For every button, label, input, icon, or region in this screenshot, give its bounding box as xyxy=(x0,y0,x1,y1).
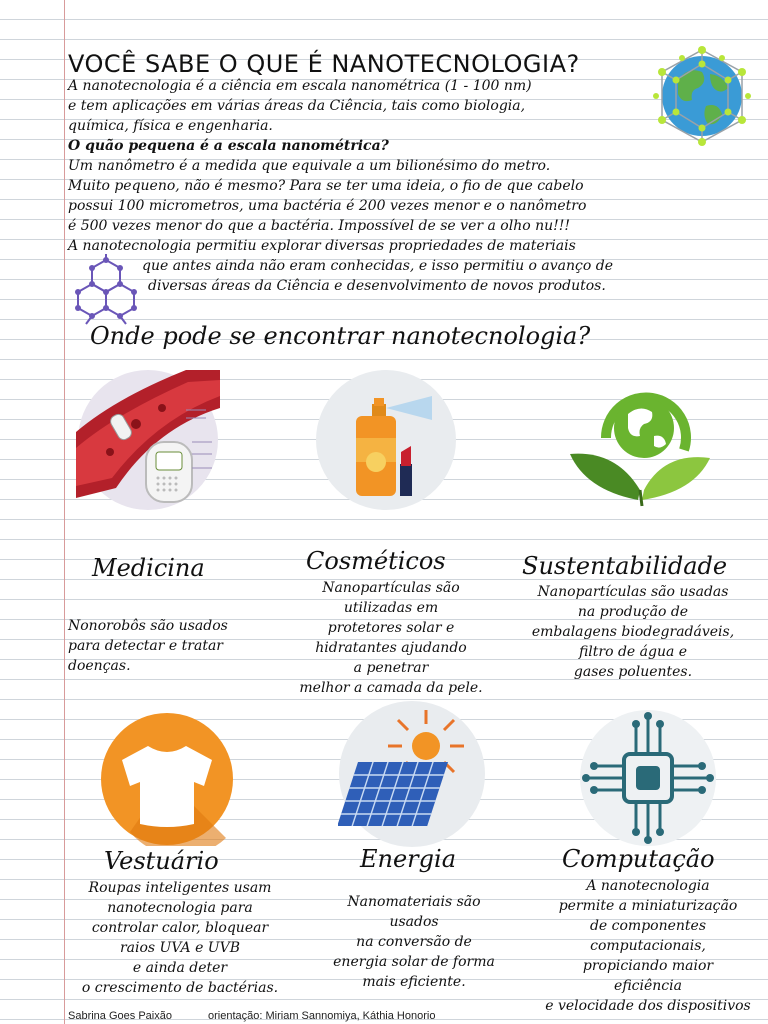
category-title: Cosméticos xyxy=(306,547,446,575)
category-description: A nanotecnologia permite a miniaturização de componentes computacionais, propiciando maior eficiência e velocidade dos dispositivos xyxy=(545,878,751,1014)
scale-line: possui 100 micrometros, uma bactéria é 200 vezes menor e o nanômetro xyxy=(68,198,587,214)
scale-line: Um nanômetro é a medida que equivale a um bilionésimo do metro. xyxy=(68,158,551,174)
indented-line: diversas áreas da Ciência e desenvolvimento de novos produtos. xyxy=(148,278,606,294)
solar-panel-icon xyxy=(338,700,486,848)
molecule-icon xyxy=(72,254,140,328)
indented-line: que antes ainda não eram conhecidas, e isso permitiu o avanço de xyxy=(142,258,614,274)
notebook-margin-line xyxy=(64,0,65,1024)
category-title: Vestuário xyxy=(104,847,219,875)
globe-leaves-icon xyxy=(566,380,714,510)
category-title: Sustentabilidade xyxy=(522,552,728,580)
category-description: Nanomateriais são usados na conversão de energia solar de forma mais eficiente. xyxy=(333,894,495,990)
category-description: Nanopartículas são utilizadas em protetores solar e hidratantes ajudando a penetrar melhor a camada da pele. xyxy=(299,580,483,696)
intro-line: química, física e engenharia. xyxy=(68,118,273,134)
fullerene-globe-icon xyxy=(648,44,756,148)
page-title: VOCÊ SABE O QUE É NANOTECNOLOGIA? xyxy=(68,50,580,78)
scale-line: A nanotecnologia permitiu explorar diversas propriedades de materiais xyxy=(68,238,576,254)
spray-lipstick-icon xyxy=(314,368,458,512)
subheading: O quão pequena é a escala nanométrica? xyxy=(68,138,389,154)
footer-author: Sabrina Goes Paixão xyxy=(68,1010,172,1022)
intro-line: e tem aplicações em várias áreas da Ciência, tais como biologia, xyxy=(68,98,526,114)
category-description: Nonorobôs são usados para detectar e tratar doenças. xyxy=(68,618,228,674)
category-description: Roupas inteligentes usam nanotecnologia para controlar calor, bloquear raios UVA e UVB e ainda deter o crescimento de bactérias. xyxy=(81,880,279,996)
category-title: Computação xyxy=(562,845,715,873)
microchip-icon xyxy=(574,708,722,848)
shirt-icon xyxy=(100,712,234,846)
category-title: Medicina xyxy=(92,554,205,582)
blood-vessel-nanorobot-icon xyxy=(76,368,220,512)
scale-line: é 500 vezes menor do que a bactéria. Impossível de se ver a olho nu!!! xyxy=(68,218,571,234)
category-title: Energia xyxy=(360,845,456,873)
section-question: Onde pode se encontrar nanotecnologia? xyxy=(90,322,591,350)
category-description: Nanopartículas são usadas na produção de embalagens biodegradáveis, filtro de água e gases poluentes. xyxy=(531,584,735,680)
intro-line: A nanotecnologia é a ciência em escala nanométrica (1 - 100 nm) xyxy=(68,78,532,94)
footer-orientation: orientação: Miriam Sannomiya, Káthia Honorio xyxy=(208,1010,436,1022)
scale-line: Muito pequeno, não é mesmo? Para se ter uma ideia, o fio de que cabelo xyxy=(68,178,584,194)
